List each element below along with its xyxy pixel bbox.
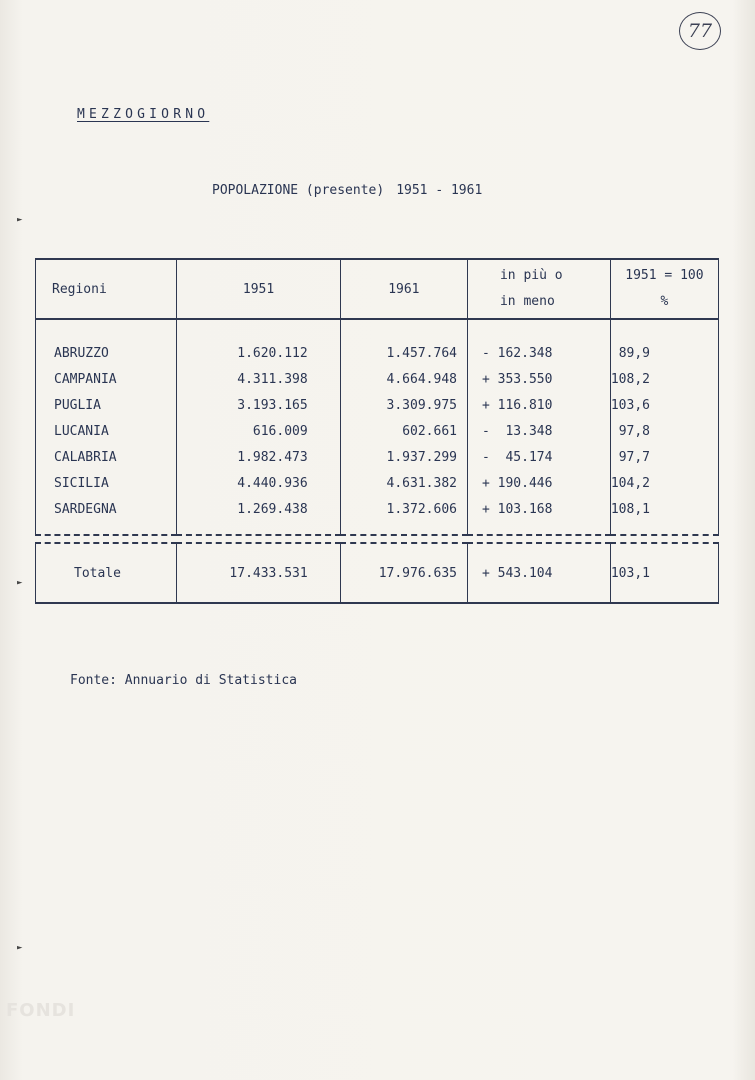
- page-number-stamp: 77: [679, 12, 721, 50]
- cell-index: 97,8: [610, 418, 718, 444]
- total-difference: + 543.104: [467, 543, 610, 603]
- cell-1961: 3.309.975: [340, 392, 467, 418]
- population-table: [35, 258, 719, 604]
- header-1961: 1961: [340, 259, 467, 319]
- cell-1951: 616.009: [177, 418, 340, 444]
- table-spacer: [36, 522, 719, 535]
- cell-region: SICILIA: [36, 470, 177, 496]
- cell-region: CALABRIA: [36, 444, 177, 470]
- document-heading: MEZZOGIORNO: [77, 107, 210, 122]
- cell-difference: + 116.810: [467, 392, 610, 418]
- header-difference: [467, 259, 610, 319]
- total-row: [36, 543, 719, 603]
- cell-region: LUCANIA: [36, 418, 177, 444]
- header-1951: 1951: [177, 259, 340, 319]
- cell-region: ABRUZZO: [36, 340, 177, 366]
- cell-1961: 4.664.948: [340, 366, 467, 392]
- table-row: [36, 392, 719, 418]
- cell-index: 104,2: [610, 470, 718, 496]
- cell-1951: 4.440.936: [177, 470, 340, 496]
- table-row: [36, 340, 719, 366]
- cell-difference: + 353.550: [467, 366, 610, 392]
- cell-1951: 1.620.112: [177, 340, 340, 366]
- cell-difference: - 45.174: [467, 444, 610, 470]
- header-index: [610, 259, 718, 319]
- cell-region: PUGLIA: [36, 392, 177, 418]
- cell-1961: 1.372.606: [340, 496, 467, 522]
- table-row: [36, 444, 719, 470]
- table-row: [36, 418, 719, 444]
- header-index-line1: 1951 = 100: [625, 268, 704, 283]
- cell-1961: 602.661: [340, 418, 467, 444]
- cell-1961: 1.457.764: [340, 340, 467, 366]
- archive-watermark-logo: FONDI: [6, 1000, 76, 1021]
- cell-index: 103,6: [610, 392, 718, 418]
- total-label: Totale: [36, 543, 177, 603]
- header-region: Regioni: [36, 259, 177, 319]
- table-title-years: 1951 - 1961: [396, 183, 483, 198]
- cell-index: 97,7: [610, 444, 718, 470]
- cell-index: 108,2: [610, 366, 718, 392]
- margin-mark: ►: [17, 578, 23, 588]
- header-difference-line1: in più o: [499, 268, 563, 283]
- cell-index: 108,1: [610, 496, 718, 522]
- header-difference-line2: in meno: [499, 294, 555, 309]
- cell-difference: + 103.168: [467, 496, 610, 522]
- cell-difference: + 190.446: [467, 470, 610, 496]
- margin-mark: ►: [17, 943, 23, 953]
- cell-region: CAMPANIA: [36, 366, 177, 392]
- source-note: Fonte: Annuario di Statistica: [70, 673, 297, 688]
- cell-difference: - 162.348: [467, 340, 610, 366]
- total-separator: [36, 535, 719, 543]
- cell-difference: - 13.348: [467, 418, 610, 444]
- cell-1951: 1.269.438: [177, 496, 340, 522]
- total-1951: 17.433.531: [177, 543, 340, 603]
- total-1961: 17.976.635: [340, 543, 467, 603]
- cell-1951: 1.982.473: [177, 444, 340, 470]
- table-row: [36, 496, 719, 522]
- total-index: 103,1: [610, 543, 718, 603]
- table-title-text: POPOLAZIONE (presente): [212, 183, 385, 198]
- header-index-line2: %: [660, 294, 669, 309]
- table-spacer: [36, 319, 719, 340]
- cell-region: SARDEGNA: [36, 496, 177, 522]
- cell-1961: 4.631.382: [340, 470, 467, 496]
- cell-1961: 1.937.299: [340, 444, 467, 470]
- cell-1951: 4.311.398: [177, 366, 340, 392]
- table-header-row: [36, 259, 719, 319]
- table-title: [212, 183, 482, 198]
- cell-1951: 3.193.165: [177, 392, 340, 418]
- margin-mark: ►: [17, 215, 23, 225]
- table-row: [36, 470, 719, 496]
- table-row: [36, 366, 719, 392]
- cell-index: 89,9: [610, 340, 718, 366]
